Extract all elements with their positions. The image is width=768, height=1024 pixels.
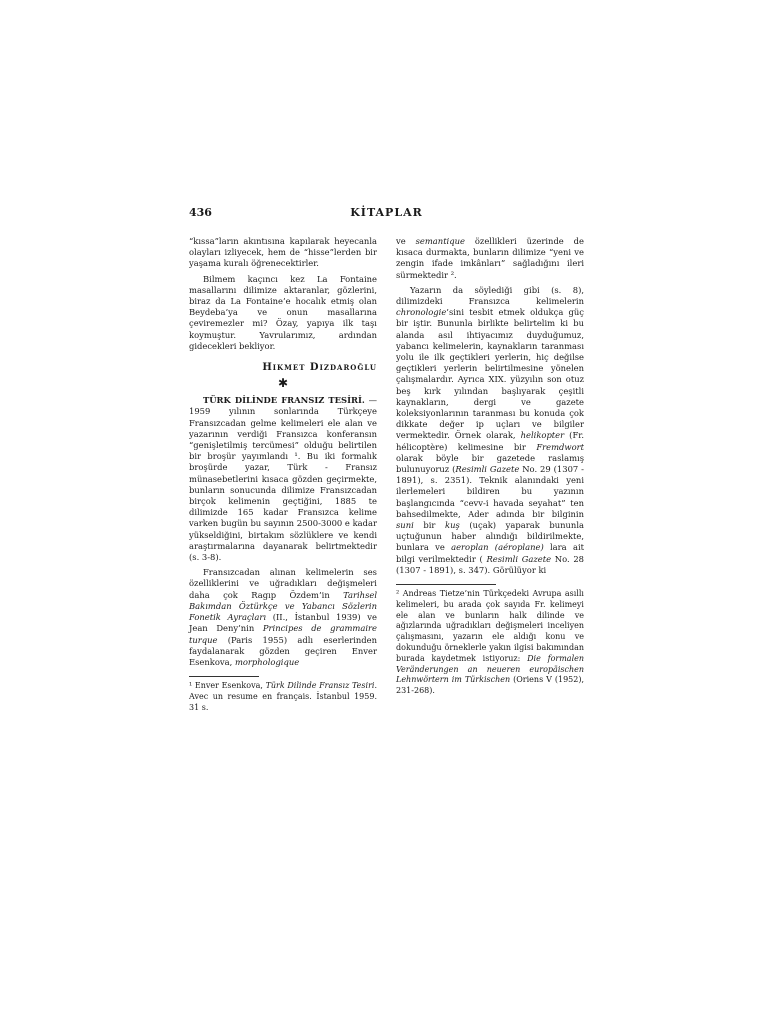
text-run: Fransızcadan alınan kelimelerin ses özelliklerini ve uğradıkları değişmeleri daha çok Ragıp Özdem’in [189,567,377,600]
left-column [189,236,377,718]
italic-run: chronologie [396,307,447,318]
page-header [189,206,584,222]
page-number: 436 [189,206,212,219]
text-run: ² Andreas Tietze’nin Türkçedeki Avrupa asıllı kelimeleri, bu arada çok sayıda Fr. kelimeyi ele alan ve bunların halk dilinde ve ağızlarında uğradıkları değişmeleri inceliyen çalışmasını, yazarın ele aldığı konu ve dokunduğu örneklerle yakın ilgisi bakımından burada kaydetmek istiyoruz: [396,589,584,663]
text-run: No. 28 (1307 - 1891), s. 347). Görülüyor ki [396,553,584,575]
footnote-rule [189,676,259,677]
italic-run: Türk Dilinde Fransız Tesiri. [265,681,377,691]
text-run: ¹ Enver Esenkova, [189,681,266,691]
paragraph: “kıssa”ların akıntısına kapılarak heyecanla olayları izliyecek, hem de “hisse”lerden bir yaşama kuralı öğrenecektirler. [189,236,377,269]
italic-run: Resimli Gazete [455,464,520,475]
text-run: (Fr. hélicoptère) kelimesine bir [396,430,584,452]
footnote [189,681,377,713]
italic-run: aeroplan (aéroplane) [451,542,544,553]
footnote-rule [396,584,496,585]
star-icon: ✱ [277,376,289,391]
text-run: ’sini tesbit etmek oldukça güç bir iştir. Bununla birlikte belirtelim ki bu alanda asıl ihtiyacımız duyduğumuz, yabancı kelimelerin, kaynakların taranması yolu ile ilk geçtikleri yerlerin, hiç değilse geçtikleri yerlerin belirtilmesine yönelen çalışmalardır. Ayrıca XIX. yüzyılın son otuz beş kırk yılından başlıyarak çeşitli kaynakların, dergi ve gazete koleksiyonlarının taranması bu konuda çok dikkate değer ip uçları ve bilgiler vermektedir. Örnek olarak, [396,307,584,441]
text-run: No. 29 (1307 - 1891), s. 2351). Teknik alanındaki yeni ilerlemeleri bildiren bu yazının başlangıcında “cevv-i havada seyahat” ten bahsedilmekte, Ader adında bir bilginin [396,464,584,519]
italic-run: Resimli Gazete [486,553,552,564]
author-signature: Hikmet Dizdaroğlu [262,362,377,374]
text-run: bir [413,520,445,531]
text-run: ve [396,236,416,246]
italic-run: suni [396,520,414,531]
text-run: lara ait bilgi verilmektedir ( [396,542,584,564]
text-run: olarak böyle bir gazetede raslamış bulunuyoruz ( [396,452,584,475]
italic-run: morphologique [234,656,300,667]
text-run: (uçak) yaparak bununla uçtuğunun haber alındığı bildirilmekte, bunlara ve [396,520,584,553]
paragraph [396,236,584,281]
footnote [396,589,584,697]
text-run: (II., İstanbul 1939) ve Jean Deny’nin [189,612,377,634]
text-run: — 1959 yılının sonlarında Türkçeye Fransızcadan gelme kelimeleri ele alan ve yazarının verdiği Fransızca konferansın “genişletilmiş tercümesi” olduğu belirtilen bir broşür yayımlandı ¹. Bu iki formalık broşürde yazar, Türk - Fransız münasebetlerini kısaca gözden geçirmekte, bunların sonucunda dilimize Fransızcadan birçok kelimenin geçtiğini, 1885 te dilimizde 165 kadar Fransızca kelime varken bugün bu sayının 2500-3000 e kadar yükseldiğini, birtakım sözlüklere ve kendi araştırmalarına dayanarak belirtmektedir (s. 3-8). [189,395,377,563]
italic-run: Principes de grammaire turque [189,623,377,645]
italic-run: kuş [445,520,460,531]
running-title: KİTAPLAR [350,206,423,219]
text-run: özellikleri üzerinde de kısaca durmakta, bunların dilimize “yeni ve zengin ifade imkânları” sağladığını ileri sürmektedir ². [396,236,584,280]
text-run: Avec un resume en français. İstanbul 1959. 31 s. [189,691,377,712]
paragraph: Bilmem kaçıncı kez La Fontaine masallarını dilimize aktaranlar, gözlerini, biraz da La Fontaine’e hocalık etmiş olan Beydeba’ya ve onun masallarına çeviremezler mi? Özay, yapıya ilk taşı koymuştur. Yavrularımız, ardından gidecekleri bekliyor. [189,273,377,351]
italic-run: Die formalen Veränderungen an neueren europäischen Lehnwörtern im Türkischen [396,653,585,685]
text-run: (Paris 1955) adlı eserlerinden faydalanarak gözden geçiren Enver Esenkova, [189,634,377,667]
paragraph [189,567,377,668]
section-title: TÜRK DİLİNDE FRANSIZ TESİRİ. [203,395,365,406]
text-run: (Oriens V (1952), 231-268). [396,675,585,696]
italic-run: helikopter [520,430,565,441]
paragraph [189,395,377,563]
italic-run: Tarihsel Bakımdan Öztürkçe ve Yabancı Sözlerin Fonetik Ayraçları [189,589,377,623]
paragraph [396,285,584,576]
italic-run: semantique [415,236,465,246]
right-column [396,236,584,701]
text-run: Yazarın da söylediği gibi (s. 8), dilimizdeki Fransızca kelimelerin [396,284,584,307]
italic-run: Fremdwort [536,441,584,452]
